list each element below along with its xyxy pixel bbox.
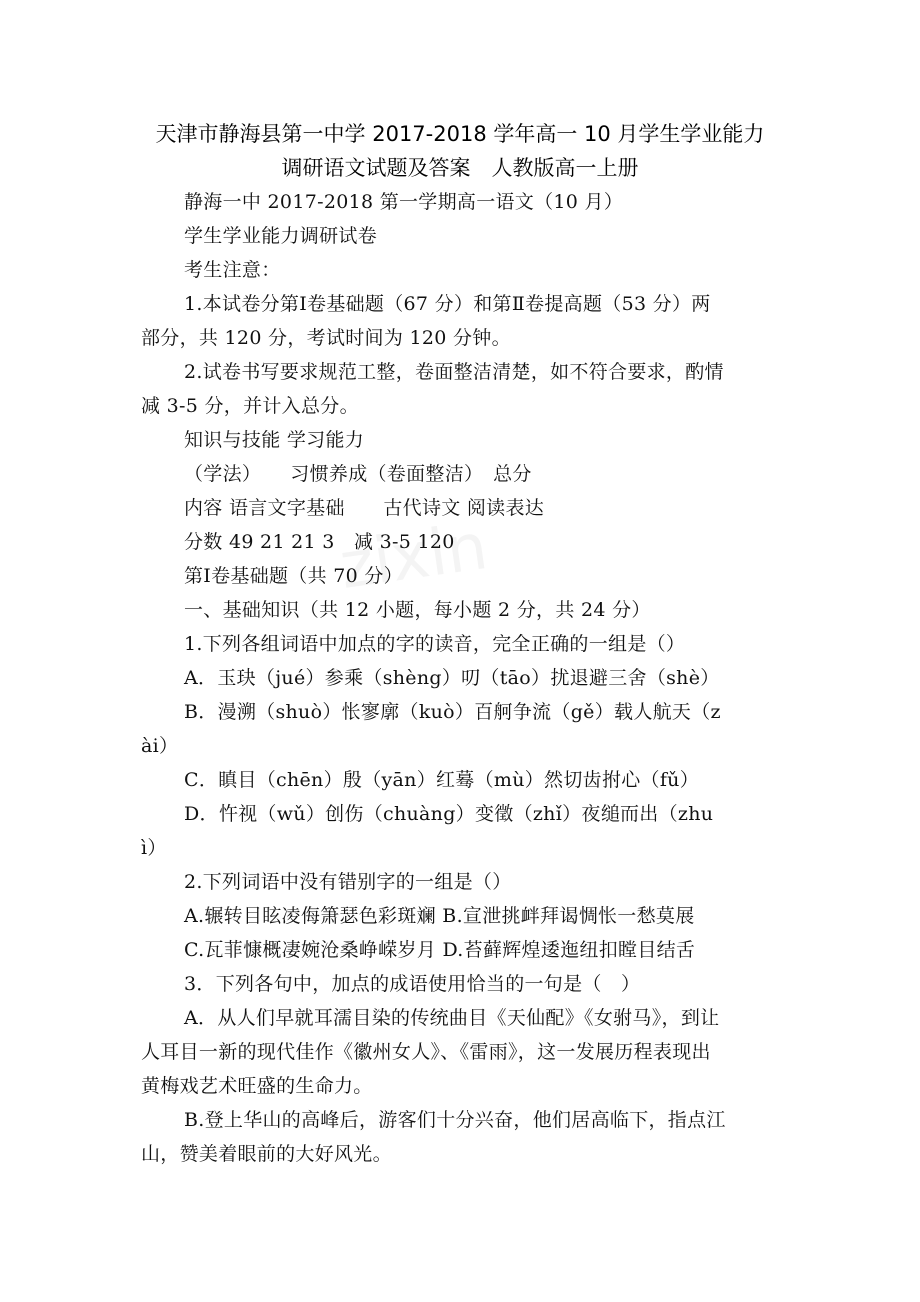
part-title: 第Ⅰ卷基础题（共 70 分） xyxy=(184,565,403,587)
q3-option-b-line-1: B.登上华山的高峰后，游客们十分兴奋，他们居高临下，指点江 xyxy=(184,1109,726,1131)
q3-option-a-line-3: 黄梅戏艺术旺盛的生命力。 xyxy=(141,1075,373,1097)
school-line: 静海一中 2017-2018 第一学期高一语文（10 月） xyxy=(184,191,624,213)
notice-1-line-1: 1.本试卷分第Ⅰ卷基础题（67 分）和第Ⅱ卷提高题（53 分）两 xyxy=(184,293,711,315)
q2-options-cd: C.瓦菲慷概凄婉沧桑峥嵘岁月 D.苔藓辉煌逶迤纽扣瞠目结舌 xyxy=(184,939,696,961)
score-table-row-3: 内容 语言文字基础 古代诗文 阅读表达 xyxy=(184,497,545,519)
score-table-row-2: （学法） 习惯养成（卷面整洁） 总分 xyxy=(184,463,532,485)
section-title: 一、基础知识（共 12 小题，每小题 2 分，共 24 分） xyxy=(184,599,651,621)
watermark xyxy=(336,510,492,604)
q2-stem: 2.下列词语中没有错别字的一组是（） xyxy=(184,871,512,893)
score-table-row-4: 分数 49 21 21 3 减 3-5 120 xyxy=(184,531,455,553)
q1-option-d-line-1: D．忤视（wǔ）创伤（chuàng）变徵（zhǐ）夜缒而出（zhu xyxy=(184,803,714,825)
notice-label: 考生注意： xyxy=(184,259,281,281)
q3-option-a-line-1: A．从人们早就耳濡目染的传统曲目《天仙配》《女驸马》，到让 xyxy=(184,1007,720,1029)
q1-option-a: A．玉玦（jué）参乘（shèng）叨（tāo）扰退避三舍（shè） xyxy=(184,667,720,689)
q3-option-a-line-2: 人耳目一新的现代佳作《徽州女人》、《雷雨》，这一发展历程表现出 xyxy=(141,1041,711,1063)
score-table-row-1: 知识与技能 学习能力 xyxy=(184,429,365,451)
q3-option-b-line-2: 山，赞美着眼前的大好风光。 xyxy=(141,1143,392,1165)
q1-option-b-line-2: ài） xyxy=(141,735,179,757)
q3-stem: 3．下列各句中，加点的成语使用恰当的一句是（ ） xyxy=(184,973,641,995)
q1-option-d-line-2: ì） xyxy=(141,837,167,859)
q1-stem: 1.下列各组词语中加点的字的读音，完全正确的一组是（） xyxy=(184,633,686,655)
notice-2-line-2: 减 3-5 分，并计入总分。 xyxy=(141,395,359,417)
notice-2-line-1: 2.试卷书写要求规范工整，卷面整洁清楚，如不符合要求，酌情 xyxy=(184,361,724,383)
q1-option-b-line-1: B．漫溯（shuò）怅寥廓（kuò）百舸争流（gě）载人航天（z xyxy=(184,701,721,723)
exam-name: 学生学业能力调研试卷 xyxy=(184,225,378,247)
notice-1-line-2: 部分，共 120 分，考试时间为 120 分钟。 xyxy=(141,327,511,349)
q1-option-c: C．瞋目（chēn）殷（yān）红蓦（mù）然切齿拊心（fǔ） xyxy=(184,769,700,791)
document-title-line-2: 调研语文试题及答案 人教版高一上册 xyxy=(281,156,639,180)
document-title-line-1: 天津市静海县第一中学 2017-2018 学年高一 10 月学生学业能力 xyxy=(155,122,765,146)
q2-options-ab: A.辗转目眩凌侮箫瑟色彩斑斓 B.宣泄挑衅拜谒惆怅一愁莫展 xyxy=(184,905,695,927)
